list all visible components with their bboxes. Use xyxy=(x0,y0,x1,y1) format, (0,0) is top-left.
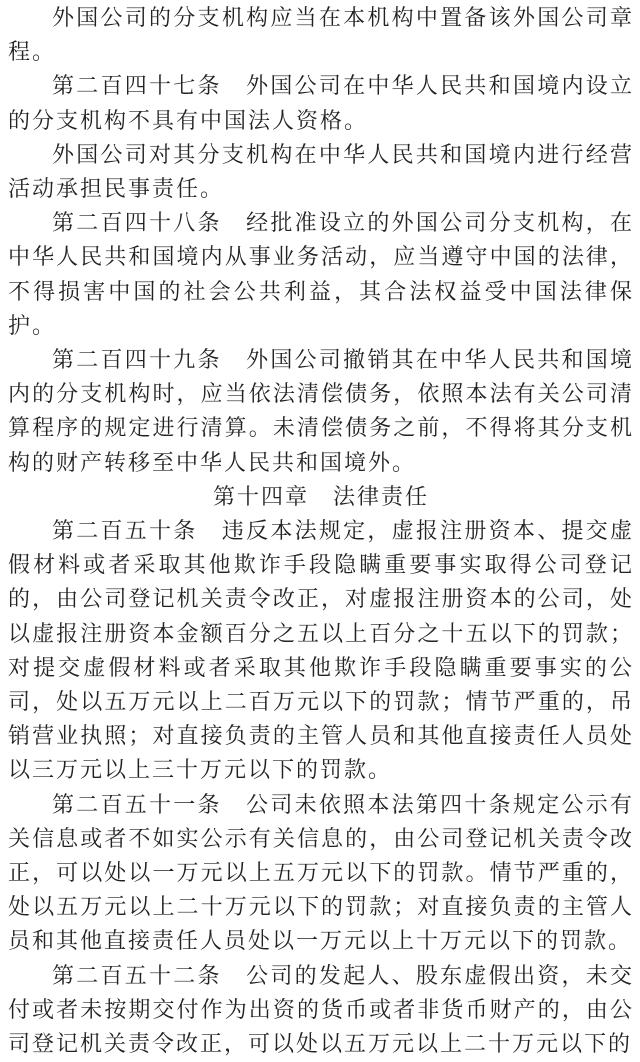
paragraph-article-248: 第二百四十八条 经批准设立的外国公司分支机构，在中华人民共和国境内从事业务活动，应当遵守中国的法律，不得损害中国的社会公共利益，其合法权益受中国法律保护。 xyxy=(8,211,634,339)
paragraph-article-250: 第二百五十条 违反本法规定，虚报注册资本、提交虚假材料或者采取其他欺诈手段隐瞒重要事实取得公司登记的，由公司登记机关责令改正，对虚报注册资本的公司，处以虚报注册资本金额百分之五以上百分之十五以下的罚款；对提交虚假材料或者采取其他欺诈手段隐瞒重要事实的公司，处以五万元以上二百万元以下的罚款；情节严重的，吊销营业执照；对直接负责的主管人员和其他直接责任人员处以三万元以上三十万元以下的罚款。 xyxy=(8,519,634,784)
paragraph-article-247: 第二百四十七条 外国公司在中华人民共和国境内设立的分支机构不具有中国法人资格。 xyxy=(8,74,634,134)
paragraph-civil-liability: 外国公司对其分支机构在中华人民共和国境内进行经营活动承担民事责任。 xyxy=(8,142,634,203)
paragraph-article-251: 第二百五十一条 公司未依照本法第四十条规定公示有关信息或者不如实公示有关信息的，由公司登记机关责令改正，可以处以一万元以上五万元以下的罚款。情节严重的，处以五万元以上二十万元以下的罚款；对直接负责的主管人员和其他直接责任人员处以一万元以上十万元以下的罚款。 xyxy=(8,792,634,955)
chapter-heading: 第十四章 法律责任 xyxy=(212,484,429,510)
paragraph-article-252: 第二百五十二条 公司的发起人、股东虚假出资，未交付或者未按期交付作为出资的货币或者非货币财产的，由公司登记机关责令改正，可以处以五万元以上二十万元以下的 xyxy=(8,963,634,1058)
paragraph-branch-articles-of-association: 外国公司的分支机构应当在本机构中置备该外国公司章程。 xyxy=(8,6,634,66)
paragraph-article-249: 第二百四十九条 外国公司撤销其在中华人民共和国境内的分支机构时，应当依法清偿债务，依照本法有关公司清算程序的规定进行清算。未清偿债务之前，不得将其分支机构的财产转移至中华人民共和国境外。 xyxy=(8,348,634,476)
